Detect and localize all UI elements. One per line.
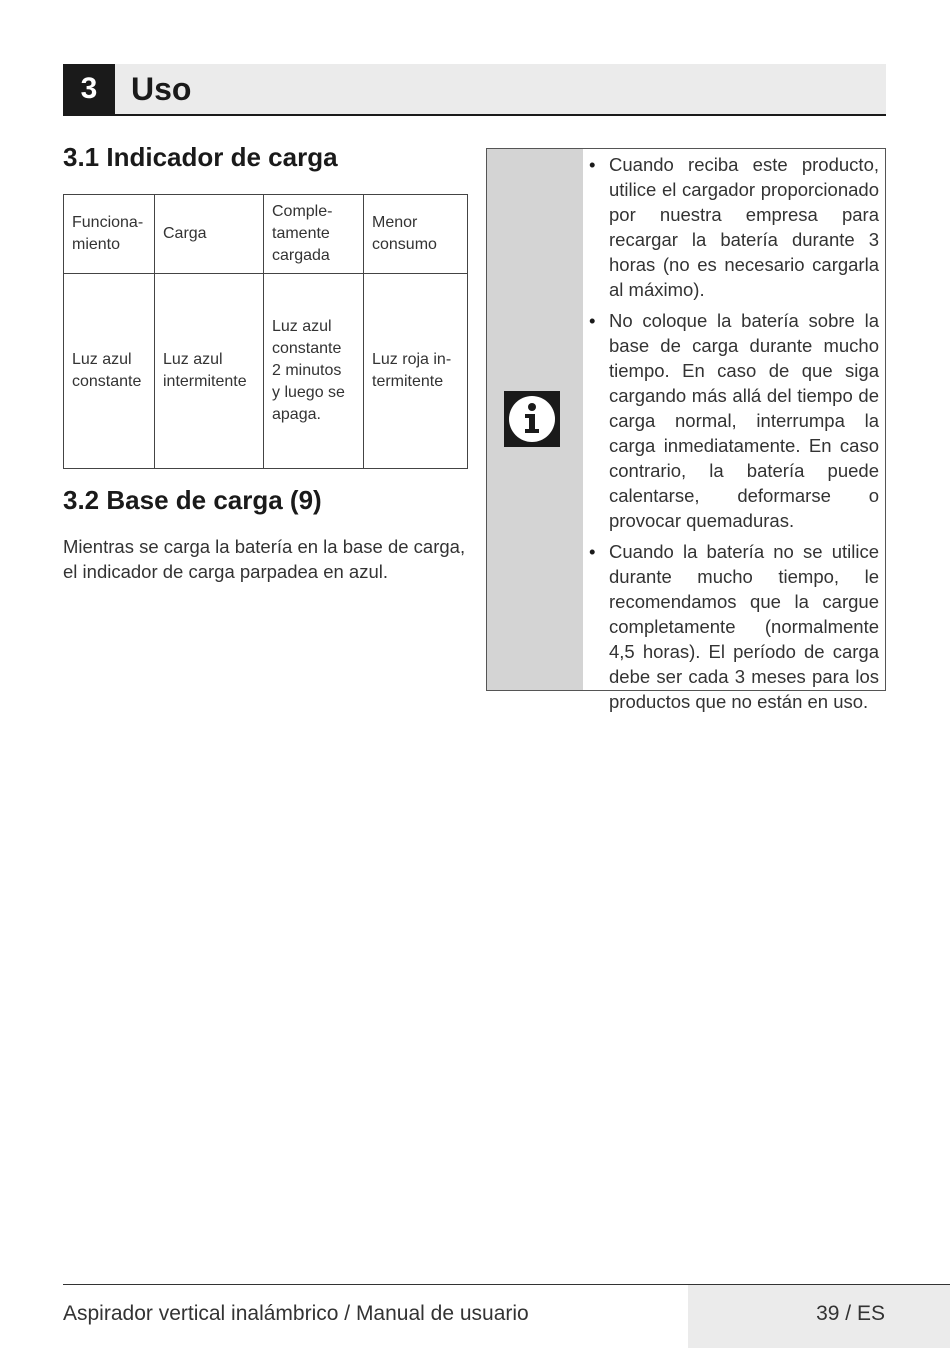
table-cell: Luz azul constante 2 minutos y luego se apaga. (264, 274, 364, 469)
info-box (486, 148, 886, 712)
info-icon (504, 391, 560, 447)
info-bullet-list (583, 152, 879, 720)
section-title-charge-indicator: 3.1 Indicador de carga (63, 142, 338, 172)
list-item: • No coloque la batería sobre la base de carga durante mucho tiempo. En caso de que siga cargando más allá del tiempo de carga normal, interrumpa la carga inmediatamente. En caso contrario, la batería puede calentarse, deformarse o provocar quemaduras. (589, 310, 879, 531)
table-cell: Luz roja in- termitente (364, 274, 468, 469)
table-cell: Luz azul constante (64, 274, 155, 469)
table-header-cell: Carga (155, 195, 264, 274)
list-item: • Cuando reciba este producto, utilice el cargador proporcionado por nuestra empresa para recargar la batería durante 3 horas (no es necesario cargarla al máximo). (589, 154, 879, 300)
charge-indicator-table (63, 194, 468, 469)
chapter-header (63, 64, 886, 116)
bullet-icon: • (589, 541, 596, 562)
page-number: 39 / ES (816, 1302, 885, 1325)
chapter-number: 3 (63, 64, 115, 114)
footer-title: Aspirador vertical inalámbrico / Manual de usuario (63, 1302, 529, 1325)
table-header-cell: Funciona- miento (64, 195, 155, 274)
table-header-cell: Comple- tamente cargada (264, 195, 364, 274)
info-box-sidebar (487, 149, 583, 690)
table-header-cell: Menor consumo (364, 195, 468, 274)
table-header-row (64, 195, 468, 274)
section-title-charging-base: 3.2 Base de carga (9) (63, 485, 322, 515)
list-item: • Cuando la batería no se utilice durante mucho tiempo, le recomendamos que la cargue completamente (normalmente 4,5 horas). El período de carga debe ser cada 3 meses para los productos que no están en uso. (589, 541, 879, 712)
table-cell: Luz azul intermitente (155, 274, 264, 469)
charging-base-paragraph: Mientras se carga la batería en la base de carga, el indicador de carga parpadea en azul. (63, 536, 466, 582)
chapter-title: Uso (131, 71, 192, 107)
bullet-icon: • (589, 310, 596, 331)
bullet-icon: • (589, 154, 596, 175)
table-row (64, 274, 468, 469)
